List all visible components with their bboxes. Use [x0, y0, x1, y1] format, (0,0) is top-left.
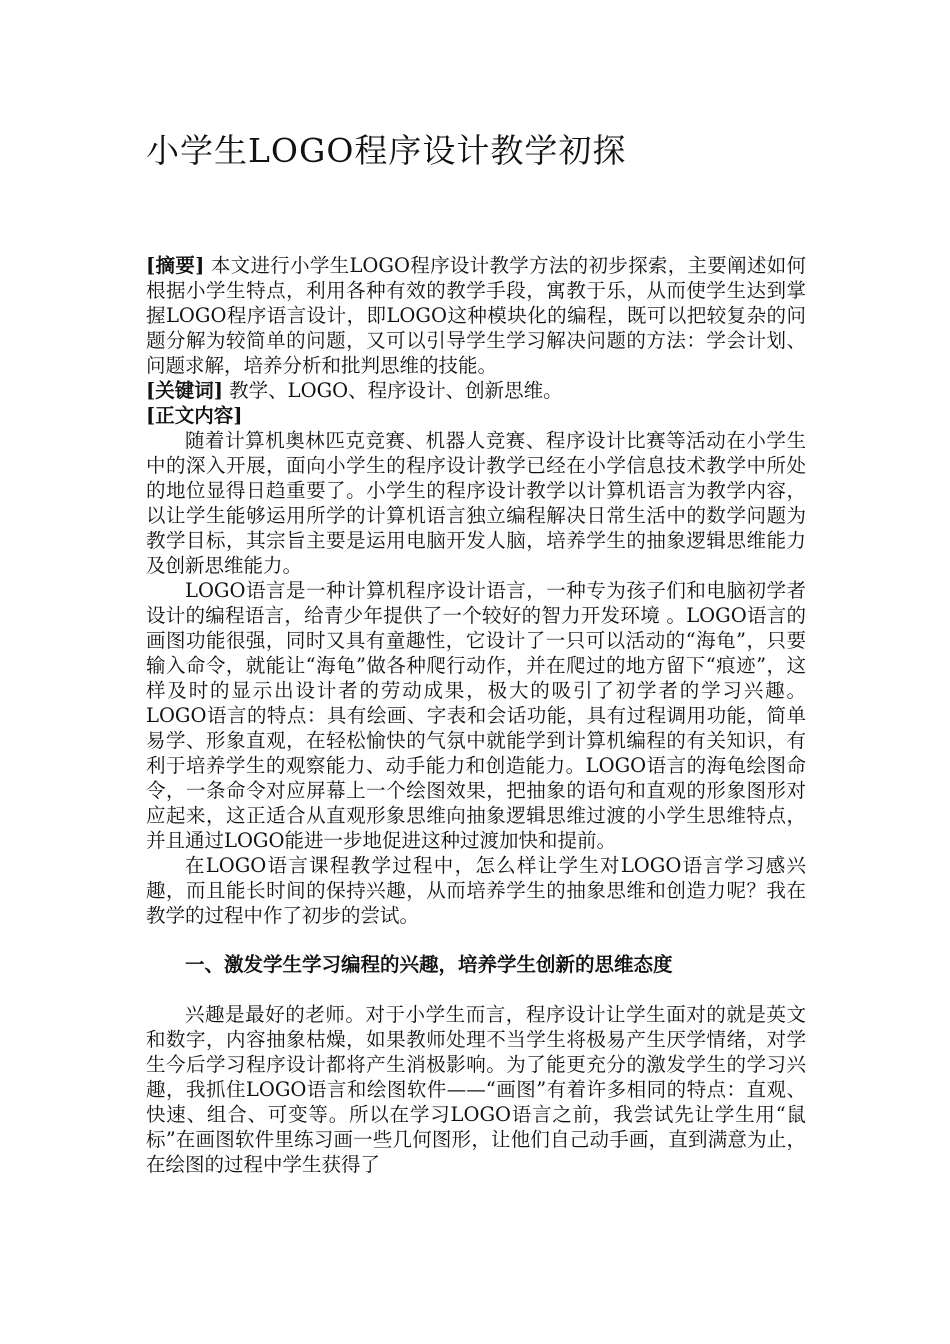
section-heading: 一、激发学生学习编程的兴趣，培养学生创新的思维态度: [185, 953, 673, 976]
section-paragraph: 兴趣是最好的老师。对于小学生而言，程序设计让学生面对的就是英文和数字，内容抽象枯燥，如果教师处理不当学生将极易产生厌学情绪，对学生今后学习程序设计都将产生消极影响。为了能更充分的激发学生的学习兴趣，我抓住LOGO语言和绘图软件——“画图”有着许多相同的特点：直观、快速、组合、可变等。所以在学习LOGO语言之前，我尝试先让学生用“鼠标”在画图软件里练习画一些几何图形，让他们自己动手画，直到满意为止，在绘图的过程中学生获得了: [146, 1003, 806, 1176]
keywords-label: [关键词]: [146, 379, 223, 402]
paper-body: [146, 253, 806, 1177]
body-label: [正文内容]: [146, 404, 243, 427]
body-paragraph: LOGO语言是一种计算机程序设计语言，一种专为孩子们和电脑初学者设计的编程语言，给青少年提供了一个较好的智力开发环境 。LOGO语言的画图功能很强，同时又具有童趣性，它设计了一只可以活动的“海龟”，只要输入命令，就能让“海龟”做各种爬行动作，并在爬过的地方留下“痕迹”，这样及时的显示出设计者的劳动成果，极大的吸引了初学者的学习兴趣。LOGO语言的特点：具有绘画、字表和会话功能，具有过程调用功能，简单易学、形象直观，在轻松愉快的气氛中就能学到计算机编程的有关知识，有利于培养学生的观察能力、动手能力和创造能力。LOGO语言的海龟绘图命令，一条命令对应屏幕上一个绘图效果，把抽象的语句和直观的形象图形对应起来，这正适合从直观形象思维向抽象逻辑思维过渡的小学生思维特点，并且通过LOGO能进一步地促进这种过渡加快和提前。: [146, 579, 806, 852]
paper-title: 小学生LOGO程序设计教学初探: [146, 131, 627, 170]
body-label-paragraph: [146, 403, 806, 428]
keywords-paragraph: [146, 378, 806, 403]
body-paragraph: 随着计算机奥林匹克竞赛、机器人竞赛、程序设计比赛等活动在小学生中的深入开展，面向小学生的程序设计教学已经在小学信息技术教学中所处的地位显得日趋重要了。小学生的程序设计教学以计算机语言为教学内容，以让学生能够运用所学的计算机语言独立编程解决日常生活中的数学问题为教学目标，其宗旨主要是运用电脑开发人脑，培养学生的抽象逻辑思维能力及创新思维能力。: [146, 429, 806, 577]
keywords-text: 教学、LOGO、程序设计、创新思维。: [229, 379, 563, 402]
abstract-label: [摘要]: [146, 254, 205, 277]
abstract-paragraph: [146, 253, 806, 378]
abstract-text: 本文进行小学生LOGO程序设计教学方法的初步探索，主要阐述如何根据小学生特点，利用各种有效的教学手段，寓教于乐，从而使学生达到掌握LOGO程序语言设计，即LOGO这种模块化的编程，既可以把较复杂的问题分解为较简单的问题，又可以引导学生学习解决问题的方法：学会计划、问题求解，培养分析和批判思维的技能。: [146, 254, 806, 377]
body-paragraph: 在LOGO语言课程教学过程中，怎么样让学生对LOGO语言学习感兴趣，而且能长时间的保持兴趣，从而培养学生的抽象思维和创造力呢？我在教学的过程中作了初步的尝试。: [146, 854, 806, 927]
